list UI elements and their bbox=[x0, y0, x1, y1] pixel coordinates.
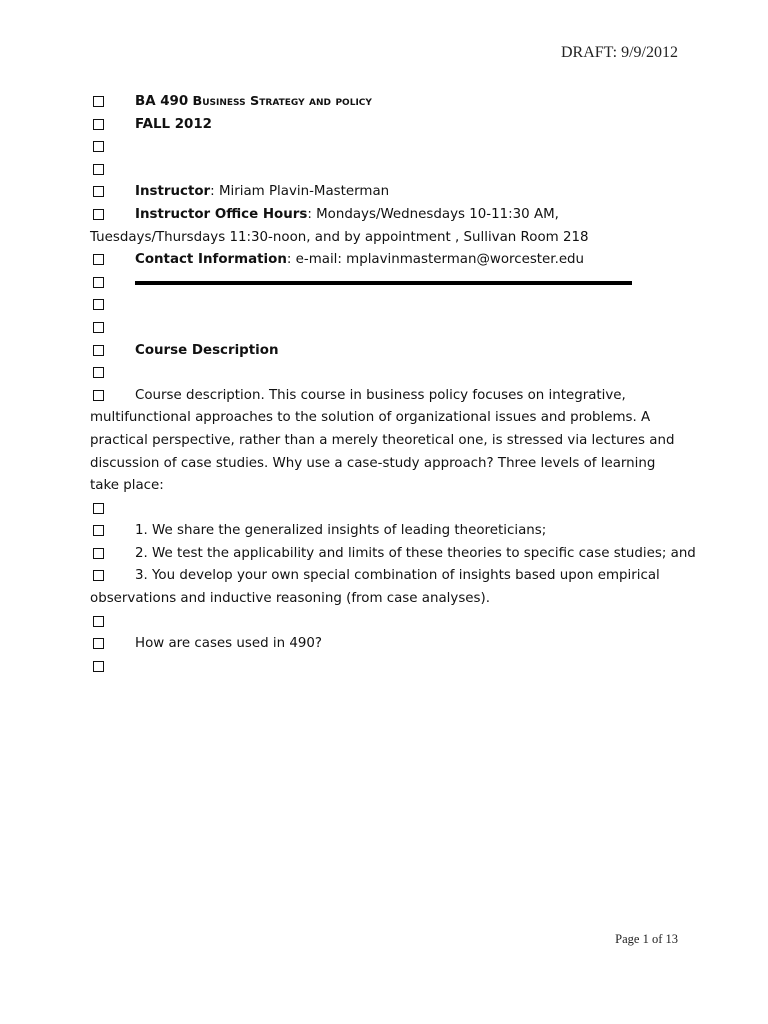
course-title-line bbox=[90, 91, 680, 114]
empty-line bbox=[90, 294, 680, 317]
empty-line bbox=[90, 656, 680, 679]
checkbox-icon bbox=[93, 390, 104, 401]
checkbox-icon bbox=[93, 525, 104, 536]
empty-line bbox=[90, 362, 680, 385]
contact-line bbox=[90, 249, 680, 272]
checkbox-icon bbox=[93, 548, 104, 559]
contact-label: Contact Information bbox=[135, 252, 287, 268]
course-term: FALL 2012 bbox=[135, 116, 212, 132]
office-hours-line bbox=[90, 204, 680, 249]
instructor-name: : Miriam Plavin-Masterman bbox=[210, 184, 390, 200]
checkbox-icon bbox=[93, 367, 104, 378]
checkbox-icon bbox=[93, 277, 104, 288]
empty-line bbox=[90, 317, 680, 340]
learning-level-line bbox=[90, 520, 680, 543]
checkbox-icon bbox=[93, 164, 104, 175]
checkbox-icon bbox=[93, 209, 104, 220]
document-body bbox=[90, 91, 696, 678]
draft-date: DRAFT: 9/9/2012 bbox=[561, 44, 678, 61]
learning-level-2: 2. We test the applicability and limits of these theories to specific case studies; and bbox=[135, 545, 696, 561]
learning-level-line bbox=[90, 565, 680, 610]
learning-level-1: 1. We share the generalized insights of leading theoreticians; bbox=[135, 523, 547, 539]
horizontal-rule bbox=[135, 281, 632, 285]
course-description-heading-line bbox=[90, 340, 680, 363]
checkbox-icon bbox=[93, 345, 104, 356]
instructor-label: Instructor bbox=[135, 184, 211, 200]
question-line bbox=[90, 633, 680, 656]
rule-line bbox=[90, 272, 680, 295]
cases-question: How are cases used in 490? bbox=[135, 636, 322, 652]
instructor-line bbox=[90, 181, 680, 204]
course-title: Business Strategy and policy bbox=[192, 94, 372, 109]
contact-text: : e-mail: mplavinmasterman@worcester.edu bbox=[286, 252, 585, 268]
checkbox-icon bbox=[93, 570, 104, 581]
office-hours-text: : Mondays/Wednesdays 10-11:30 AM, Tuesdays/Thursdays 11:30-noon, and by appointment , Sullivan Room 218 bbox=[90, 206, 589, 245]
checkbox-icon bbox=[93, 299, 104, 310]
checkbox-icon bbox=[93, 96, 104, 107]
course-code: BA 490 bbox=[135, 94, 189, 109]
empty-line bbox=[90, 498, 680, 521]
checkbox-icon bbox=[93, 119, 104, 130]
checkbox-icon bbox=[93, 661, 104, 672]
checkbox-icon bbox=[93, 141, 104, 152]
learning-level-line bbox=[90, 543, 696, 566]
empty-line bbox=[90, 136, 680, 159]
checkbox-icon bbox=[93, 503, 104, 514]
description-paragraph-line bbox=[90, 385, 680, 498]
checkbox-icon bbox=[93, 616, 104, 627]
learning-level-3: 3. You develop your own special combination of insights based upon empirical observations and inductive reasoning (from case analyses). bbox=[90, 568, 660, 607]
checkbox-icon bbox=[93, 322, 104, 333]
checkbox-icon bbox=[93, 186, 104, 197]
office-hours-label: Instructor Office Hours bbox=[135, 206, 308, 222]
page-number: Page 1 of 13 bbox=[615, 932, 678, 946]
checkbox-icon bbox=[93, 638, 104, 649]
course-term-line bbox=[90, 114, 680, 137]
course-description-heading: Course Description bbox=[135, 342, 279, 358]
empty-line bbox=[90, 159, 680, 182]
description-paragraph: Course description. This course in business policy focuses on integrative, multifunctional approaches to the solution of organizational issues and problems. A practical perspective, rather than a merely theoretical one, is stressed via lectures and discussion of case studies. Why use a case-study approach? Three levels of learning take place: bbox=[90, 387, 675, 494]
empty-line bbox=[90, 611, 680, 634]
checkbox-icon bbox=[93, 254, 104, 265]
